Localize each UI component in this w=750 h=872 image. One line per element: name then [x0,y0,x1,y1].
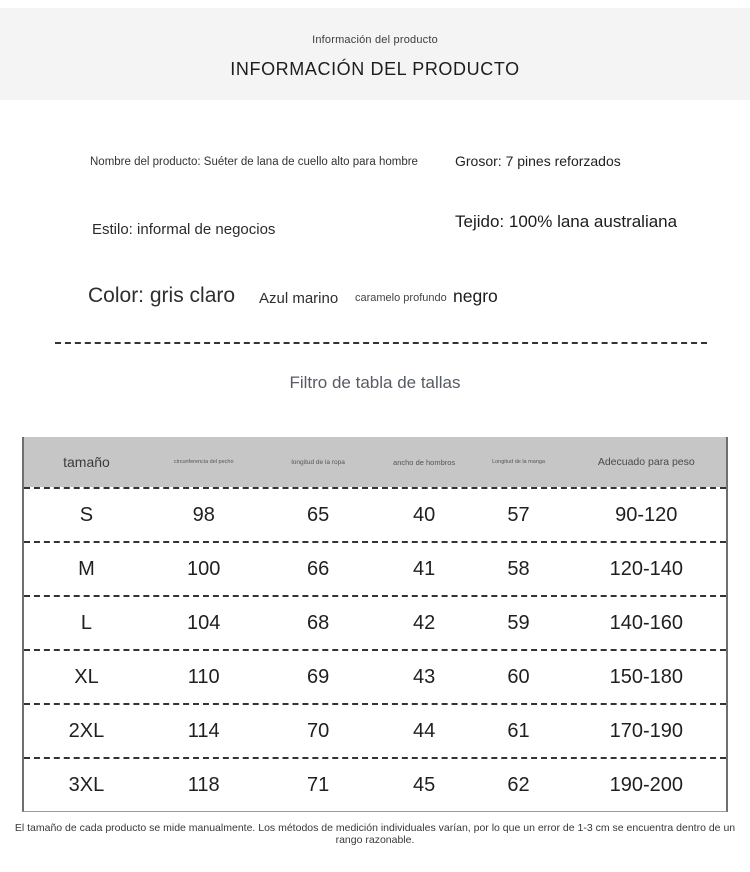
product-fabric-text: Tejido: 100% lana australiana [455,212,678,231]
size-table [22,437,728,812]
page-header-band [0,8,750,100]
table-cell: 59 [507,611,530,634]
product-name-text: Nombre del producto: Suéter de lana de cuello alto para hombre [90,156,418,168]
table-cell: 42 [412,611,436,634]
size-table-header-1: circunferencia del pecho [173,459,234,465]
table-cell: 150-180 [609,665,683,688]
table-cell: 68 [306,611,330,634]
table-row [24,487,726,541]
table-cell: 110 [187,665,220,688]
table-cell: 98 [192,503,215,526]
table-cell: 100 [187,557,221,580]
color-option-azul-marino: Azul marino [259,290,339,307]
table-cell: 45 [412,773,436,796]
dashed-divider [55,342,707,344]
table-cell: 62 [507,773,530,796]
table-cell: 57 [507,503,530,526]
table-cell: 71 [306,773,330,796]
product-thickness-text: Grosor: 7 pines reforzados [455,153,621,169]
table-cell: 66 [306,557,330,580]
size-table-header-0: tamaño [63,454,110,470]
table-cell: XL [74,665,99,688]
size-table-header-4: Longitud de la manga [492,459,545,465]
size-table-header-3: ancho de hombros [393,457,456,467]
color-label: Color: gris claro [88,284,236,307]
table-cell: 70 [306,719,330,742]
table-cell: 58 [507,557,530,580]
table-cell: 170-190 [609,719,683,742]
table-cell: 140-160 [609,611,683,634]
table-row [24,541,726,595]
size-table-body [24,487,726,811]
table-cell: 104 [187,611,221,634]
table-cell: 69 [306,665,330,688]
color-option-caramelo-profundo: caramelo profundo [355,292,447,304]
size-table-header-2: longitud de la ropa [291,458,345,466]
size-table-header-5: Adecuado para peso [597,456,695,468]
table-cell: 190-200 [609,773,683,796]
table-cell: 90-120 [615,503,678,526]
size-table-header-row [24,437,726,487]
table-cell: 114 [187,719,220,742]
table-row [24,703,726,757]
table-cell: 65 [306,503,330,526]
table-row [24,757,726,811]
table-cell: 3XL [68,773,105,796]
page-title: INFORMACIÓN DEL PRODUCTO [230,59,520,79]
table-row [24,649,726,703]
color-option-negro: negro [453,286,498,306]
table-cell: 60 [507,665,530,688]
table-cell: 40 [412,503,436,526]
table-cell: L [80,611,93,634]
table-cell: 118 [187,773,220,796]
table-cell: 120-140 [609,557,683,580]
table-cell: M [78,557,95,580]
table-cell: S [79,503,94,526]
page-header-eyebrow: Información del producto [312,34,438,46]
measurement-disclaimer: El tamaño de cada producto se mide manualmente. Los métodos de medición individuales varían, por lo que un error de 1-3 cm se encuentra dentro de un rango razonable. [14,822,736,846]
table-cell: 43 [412,665,436,688]
table-cell: 2XL [68,719,105,742]
product-style-text: Estilo: informal de negocios [92,221,276,238]
table-row [24,595,726,649]
table-cell: 61 [507,719,530,742]
size-section-title: Filtro de tabla de tallas [289,373,461,392]
table-cell: 41 [412,557,436,580]
table-cell: 44 [412,719,436,742]
